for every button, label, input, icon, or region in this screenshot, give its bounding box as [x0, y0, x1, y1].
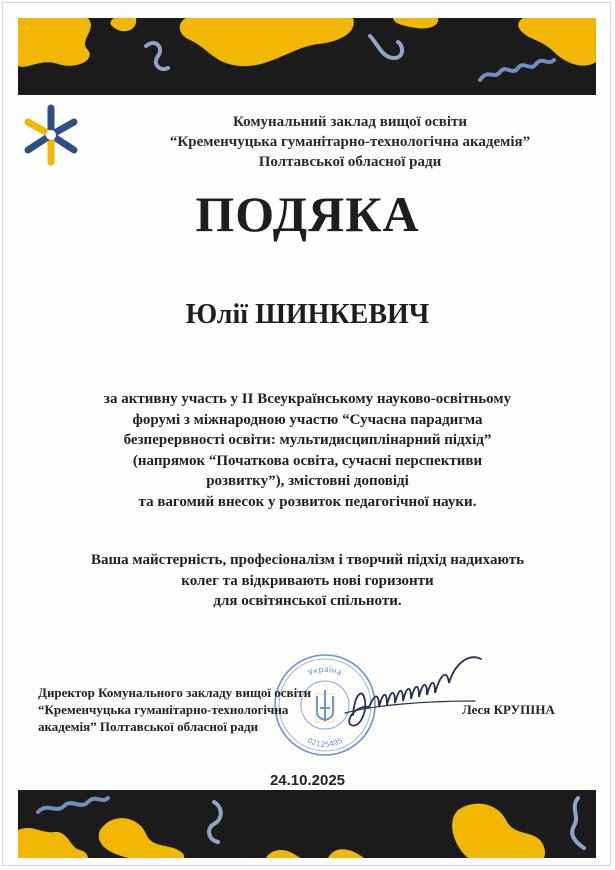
institution-header — [100, 112, 600, 172]
paragraph-line: для освітянської спільноти. — [213, 593, 402, 609]
stamp-country-text: Україна — [306, 664, 344, 678]
institution-line-3: Полтавської обласної ради — [258, 154, 442, 170]
recipient-name: Юлії ШИНКЕВИЧ — [185, 299, 430, 330]
yellow-blob — [518, 18, 596, 66]
yellow-blob — [452, 804, 545, 858]
yellow-blob — [18, 18, 91, 67]
paragraph-line: Ваша майстерність, професіоналізм і творчий підхід надихають — [90, 552, 525, 568]
top-band-art — [18, 18, 596, 95]
paragraph-line: форумі з міжнародною участю “Сучасна парадигма — [132, 411, 483, 428]
director-line-3: академія” Полтавської обласної ради — [38, 719, 259, 734]
bottom-decorative-band — [18, 790, 596, 858]
institution-line-1: Комунальний заклад вищої освіти — [232, 114, 468, 130]
issue-date: 24.10.2025 — [269, 772, 346, 789]
director-line-1: Директор Комунального закладу вищої освіти — [38, 685, 312, 700]
director-title — [38, 684, 368, 735]
stamp-code-text: 02125495 — [305, 735, 345, 750]
yellow-blob — [99, 818, 184, 858]
blue-ribbon — [38, 798, 108, 812]
signer-name: Леся КРУПІНА — [462, 702, 555, 717]
praise-paragraph — [40, 550, 575, 612]
yellow-blob — [393, 18, 438, 29]
yellow-blob — [328, 849, 364, 858]
blue-ribbon — [146, 43, 168, 69]
paragraph-line: безперервності освіти: мультидисциплінарний підхід” — [123, 432, 492, 448]
yellow-blob — [111, 18, 137, 31]
paragraph-line: колег та відкривають нові горизонти — [181, 572, 434, 589]
director-line-2: “Кременчуцька гуманітарно-технологічна — [38, 702, 289, 717]
paragraph-line: та вагомий внесок у розвиток педагогічної науки. — [138, 493, 477, 510]
acknowledgement-paragraph — [40, 389, 575, 512]
paragraph-line: розвитку”), змістовні доповіді — [206, 473, 409, 489]
paragraph-line: за активну участь у ІІ Всеукраїнському науково-освітньому — [103, 391, 512, 407]
academy-logo-icon — [20, 100, 82, 170]
yellow-blob — [266, 850, 300, 858]
blue-ribbon — [209, 802, 221, 842]
blue-ribbon — [370, 36, 402, 58]
yellow-blob — [18, 828, 88, 858]
yellow-blob — [180, 18, 354, 66]
institution-line-2: “Кременчуцька гуманітарно-технологічна академія” — [169, 134, 531, 150]
blue-ribbon — [572, 798, 584, 848]
certificate-title: ПОДЯКА — [195, 186, 420, 242]
blue-ribbon — [480, 60, 554, 80]
paragraph-line: (напрямок “Початкова освіта, сучасні перспективи — [132, 452, 483, 469]
bottom-band-art — [18, 790, 596, 858]
top-decorative-band — [18, 18, 596, 95]
